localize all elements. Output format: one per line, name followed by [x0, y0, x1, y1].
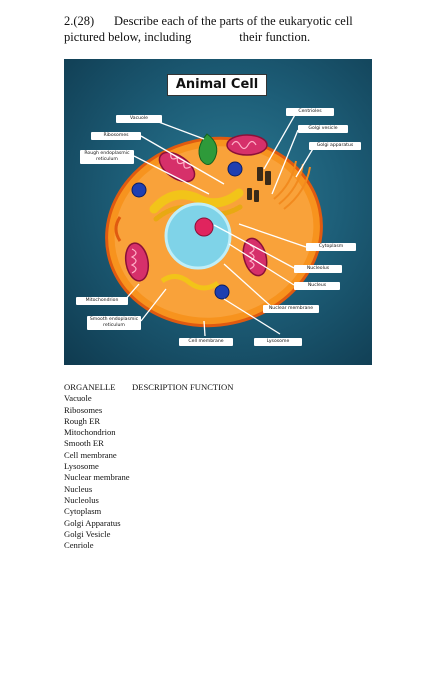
label-ribosomes: Ribosomes	[91, 132, 141, 140]
question-line2a-text: pictured below, including	[64, 30, 192, 44]
table-row: Rough ER	[64, 415, 101, 426]
question-text	[64, 13, 384, 45]
label-smooth-er: Smooth endoplasmic reticulum	[87, 316, 141, 330]
label-lysosome: Lysosome	[254, 338, 302, 346]
table-row: Nucleus	[64, 483, 93, 494]
question-number: 2.(28)	[64, 14, 95, 28]
table-row: Mitochondrion	[64, 427, 116, 438]
label-rough-er: Rough endoplasmic reticulum	[80, 150, 134, 164]
label-nuclear-membrane: Nuclear membrane	[263, 305, 319, 313]
table-row: Cytoplasm	[64, 506, 102, 517]
table-row: Nucleolus	[64, 494, 99, 505]
lysosome-shape-3	[215, 285, 229, 299]
label-centrioles: Centrioles	[286, 108, 334, 116]
nucleolus-shape	[195, 218, 213, 236]
table-row: Vacuole	[64, 393, 92, 404]
table-row: Nuclear membrane	[64, 472, 130, 483]
table-header	[64, 382, 233, 393]
header-description-function: DESCRIPTION FUNCTION	[132, 382, 234, 392]
table-row: Ribosomes	[64, 404, 103, 415]
table-rows	[64, 393, 233, 551]
lysosome-shape-2	[228, 162, 242, 176]
table-row: Golgi Apparatus	[64, 517, 121, 528]
question-line-2	[64, 29, 384, 45]
label-vacuole: Vacuole	[116, 115, 162, 123]
nucleus-shape	[166, 204, 230, 268]
label-golgi-vesicle: Golgi vesicle	[298, 125, 348, 133]
table-row: Smooth ER	[64, 438, 104, 449]
label-cell-membrane: Cell membrane	[179, 338, 233, 346]
animal-cell-diagram	[64, 59, 372, 365]
table-row: Lysosome	[64, 461, 99, 472]
diagram-title: Animal Cell	[167, 74, 267, 96]
label-nucleolus: Nucleolus	[294, 265, 342, 273]
question-line1-text: Describe each of the parts of the eukaryotic cell	[114, 14, 353, 28]
header-organelle: ORGANELLE	[64, 382, 116, 392]
mitochondrion-shape-top-right	[227, 135, 267, 155]
organelle-table	[64, 382, 233, 551]
question-line-1	[64, 13, 384, 29]
label-cytoplasm: Cytoplasm	[306, 243, 356, 251]
table-row: Golgi Vesicle	[64, 528, 111, 539]
question-line2b-text: their function.	[239, 30, 311, 44]
table-row: Cell membrane	[64, 449, 117, 460]
label-nucleus: Nucleus	[294, 282, 340, 290]
label-golgi-apparatus: Golgi apparatus	[309, 142, 361, 150]
table-row: Cenriole	[64, 540, 94, 551]
lysosome-shape-1	[132, 183, 146, 197]
label-mitochondrion: Mitochondrion	[76, 297, 128, 305]
